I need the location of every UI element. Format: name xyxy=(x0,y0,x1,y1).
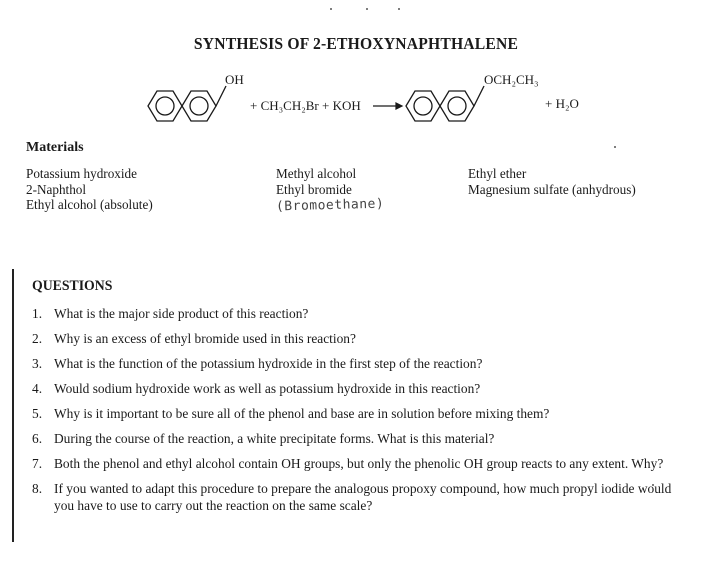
ethoxynaphthalene-structure xyxy=(406,86,484,121)
questions-heading: QUESTIONS xyxy=(32,278,113,294)
question-text: Why is an excess of ethyl bromide used in this reaction? xyxy=(54,331,356,346)
question-text: During the course of the reaction, a white precipitate forms. What is this material? xyxy=(54,431,495,446)
question-number: 7. xyxy=(32,456,43,471)
question-text: What is the function of the potassium hydroxide in the first step of the reaction? xyxy=(54,356,483,371)
margin-rule xyxy=(12,269,14,542)
question-number: 6. xyxy=(32,431,43,446)
question-item xyxy=(32,330,692,347)
scan-speck xyxy=(366,8,368,10)
reaction-scheme xyxy=(140,68,610,130)
page-title: SYNTHESIS OF 2-ETHOXYNAPHTHALENE xyxy=(193,34,519,53)
scan-speck xyxy=(614,146,616,148)
question-item xyxy=(32,380,692,397)
scan-speck xyxy=(330,8,332,10)
material-item: Potassium hydroxide xyxy=(26,166,137,181)
product-ethoxy-label: OCH₂CH₃ xyxy=(484,72,539,87)
material-item: 2-Naphthol xyxy=(26,181,87,197)
material-item: Methyl alcohol xyxy=(276,166,357,181)
handwritten-note: (Bromoethane) xyxy=(275,196,385,215)
material-item: Magnesium sulfate (anhydrous) xyxy=(468,181,636,197)
scan-speck xyxy=(398,8,400,10)
materials-column-1 xyxy=(26,166,153,213)
question-number: 5. xyxy=(32,406,43,421)
reagents-label: + CH₃CH₂Br + KOH xyxy=(250,98,361,113)
question-item xyxy=(32,430,692,447)
question-number: 8. xyxy=(32,481,43,496)
question-text: Both the phenol and ethyl alcohol contain OH groups, but only the phenolic OH group reacts to any extent. Why? xyxy=(54,456,664,471)
question-number: 3. xyxy=(32,356,43,371)
reaction-arrow-icon xyxy=(373,103,402,109)
question-number: 4. xyxy=(32,381,43,396)
material-item: Ethyl ether xyxy=(468,166,527,181)
questions-list xyxy=(32,305,692,514)
question-text: Why is it important to be sure all of the phenol and base are in solution before mixing them? xyxy=(54,406,550,421)
reactant-hydroxyl-label: OH xyxy=(225,72,244,87)
question-item xyxy=(32,455,692,472)
question-number: 2. xyxy=(32,331,43,346)
question-number: 1. xyxy=(32,306,43,321)
question-text: What is the major side product of this reaction? xyxy=(54,306,309,321)
materials-column-3 xyxy=(468,166,636,197)
question-text: Would sodium hydroxide work as well as potassium hydroxide in this reaction? xyxy=(54,381,481,396)
byproduct-label: + H₂O xyxy=(545,96,579,111)
question-text: If you wanted to adapt this procedure to prepare the analogous propoxy compound, how much propyl iodide would you have to use to carry out the reaction on the same scale? xyxy=(54,481,672,513)
question-item xyxy=(32,405,692,422)
naphthol-structure xyxy=(148,86,226,121)
question-item xyxy=(32,480,692,514)
question-item xyxy=(32,305,692,322)
question-item xyxy=(32,355,692,372)
materials-column-2 xyxy=(276,166,356,197)
material-item: Ethyl bromide xyxy=(276,181,352,197)
material-item: Ethyl alcohol (absolute) xyxy=(26,197,153,212)
materials-heading: Materials xyxy=(26,140,84,155)
